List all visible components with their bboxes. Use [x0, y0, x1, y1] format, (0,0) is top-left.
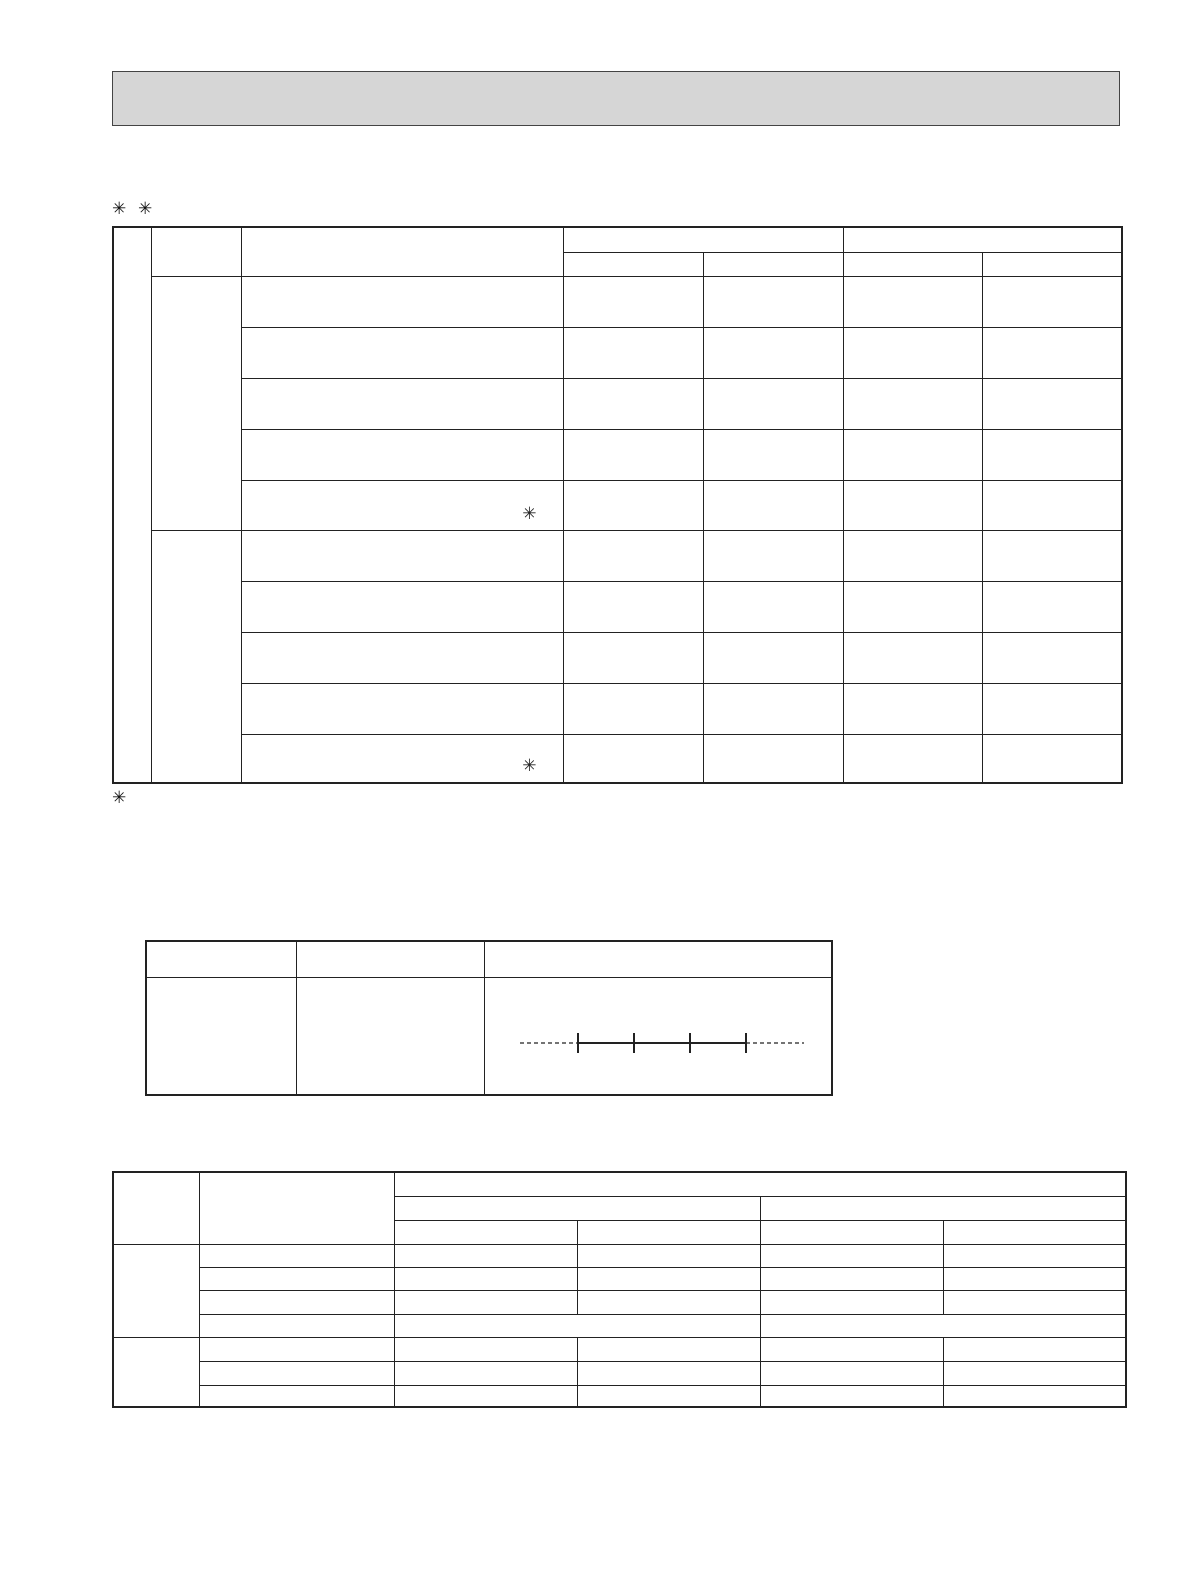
subheader-cell	[703, 252, 843, 276]
item-cell	[241, 480, 563, 530]
side-label-cell	[113, 227, 151, 783]
group-label-cell	[151, 276, 241, 530]
range-table	[145, 940, 833, 1096]
note-mark: ✳	[522, 503, 537, 524]
table-row	[113, 734, 1122, 783]
header-cell	[394, 1172, 1126, 1196]
subheader-cell	[394, 1220, 577, 1244]
header-cell	[484, 941, 832, 977]
table-row	[113, 327, 1122, 378]
item-cell	[241, 632, 563, 683]
subheader-cell	[577, 1220, 760, 1244]
table-row	[113, 683, 1122, 734]
table-row	[113, 1267, 1126, 1290]
page-footer	[0, 1560, 1192, 1585]
group-label-cell	[113, 1244, 199, 1337]
table-row	[113, 581, 1122, 632]
footnote-mark: ✳	[112, 788, 127, 808]
scale-cell	[484, 977, 832, 1095]
item-cell	[241, 530, 563, 581]
cell	[146, 977, 296, 1095]
table-row	[113, 1290, 1126, 1314]
subheader-cell	[943, 1220, 1126, 1244]
header-cell	[146, 941, 296, 977]
spec-table	[112, 226, 1123, 784]
note-mark: ✳	[522, 756, 537, 776]
header-cell	[241, 227, 563, 276]
header-cell	[296, 941, 484, 977]
subheader-cell	[843, 252, 982, 276]
table-row	[113, 530, 1122, 581]
table-row	[113, 1361, 1126, 1385]
table-row	[113, 276, 1122, 327]
table-header-row	[113, 1172, 1126, 1196]
subheader-cell	[760, 1220, 943, 1244]
header-cell	[113, 1172, 199, 1244]
note-mark-1: ✳	[112, 199, 127, 219]
table-row	[113, 480, 1122, 530]
item-cell	[241, 276, 563, 327]
header-cell	[563, 227, 843, 252]
item-cell	[241, 378, 563, 429]
note-mark-2: ✳	[138, 199, 153, 219]
table-row	[113, 1337, 1126, 1361]
header-cell	[151, 227, 241, 276]
subheader-cell	[563, 252, 703, 276]
item-cell	[241, 683, 563, 734]
table-row	[113, 1244, 1126, 1267]
table-row	[113, 378, 1122, 429]
table-row	[113, 1385, 1126, 1407]
subheader-cell	[394, 1196, 760, 1220]
item-cell	[241, 327, 563, 378]
table-row	[113, 632, 1122, 683]
section-title-bar	[112, 71, 1120, 126]
item-cell	[241, 429, 563, 480]
table-row	[113, 1314, 1126, 1337]
capacity-table	[112, 1171, 1127, 1408]
header-cell	[843, 227, 1122, 252]
item-cell	[241, 734, 563, 783]
table-header-row	[113, 227, 1122, 252]
range-scale-diagram	[508, 1023, 808, 1063]
subheader-cell	[982, 252, 1122, 276]
header-cell	[199, 1172, 394, 1244]
group-label-cell	[113, 1337, 199, 1407]
table-row	[146, 977, 832, 1095]
cell	[296, 977, 484, 1095]
subheader-cell	[760, 1196, 1126, 1220]
section-title	[113, 72, 1119, 104]
table-row	[113, 429, 1122, 480]
table-header-row	[146, 941, 832, 977]
item-cell	[241, 581, 563, 632]
group-label-cell	[151, 530, 241, 783]
